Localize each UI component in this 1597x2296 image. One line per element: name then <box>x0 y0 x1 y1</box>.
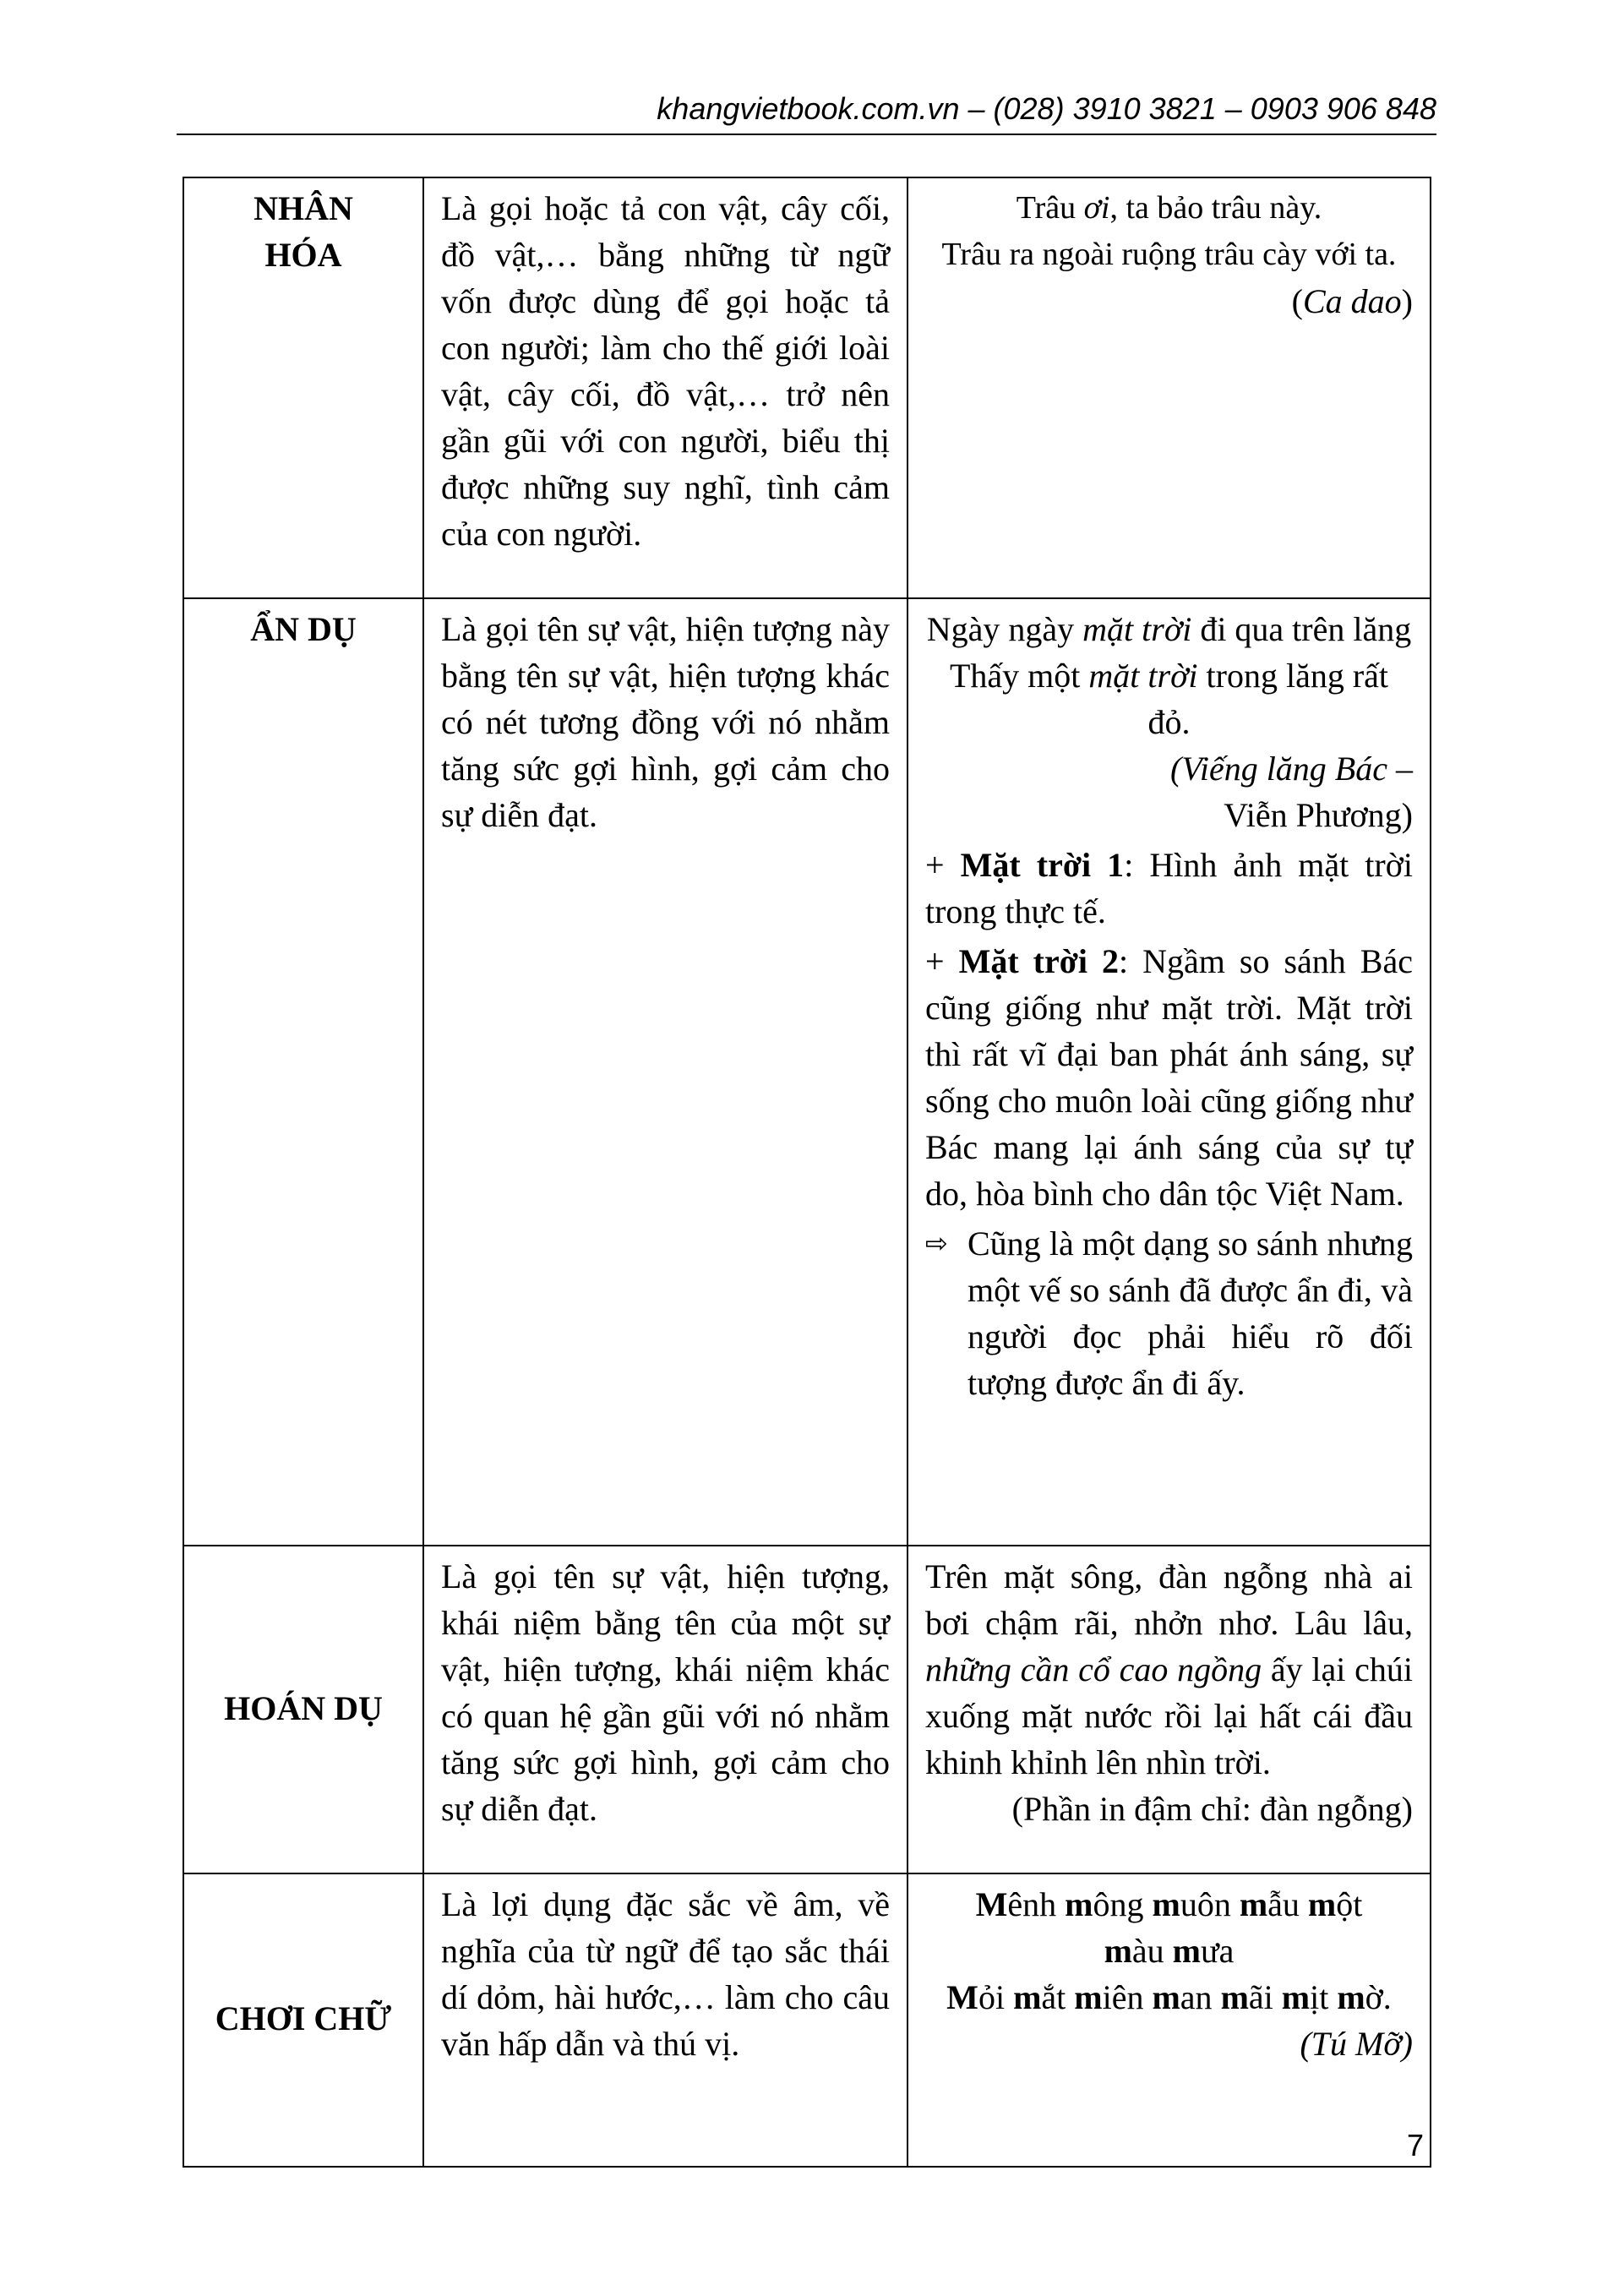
term-label: ẨN DỤ <box>250 610 357 648</box>
example-cell <box>908 177 1431 598</box>
example-source: (Ca dao) <box>1291 282 1413 320</box>
alliteration-letter: M <box>946 1978 978 2016</box>
example-verse: Mênh mông muôn mẫu một <box>975 1885 1363 1923</box>
page-header: khangvietbook.com.vn – (028) 3910 3821 – 0903 906 848 <box>177 91 1436 135</box>
example-verse: màu mưa <box>1104 1932 1235 1970</box>
alliteration-letter: m <box>1281 1978 1311 2016</box>
example-cell <box>908 1873 1431 2167</box>
alliteration-letter: m <box>1220 1978 1249 2016</box>
definition-cell: Là lợi dụng đặc sắc về âm, về nghĩa của từ ngữ để tạo sắc thái dí dỏm, hài hước,… làm cho câu văn hấp dẫn và thú vị. <box>423 1873 908 2167</box>
term-cell <box>183 598 423 1546</box>
conclusion-text: Cũng là một dạng so sánh nhưng một vế so sánh đã được ẩn đi, và người đọc phải hiểu rõ đối tượng được ẩn đi ấy. <box>967 1224 1413 1402</box>
alliteration-letter: m <box>1239 1885 1268 1923</box>
alliteration-letter: m <box>1337 1978 1365 2016</box>
example-verse: Trâu ra ngoài ruộng trâu cày với ta. <box>941 237 1397 272</box>
example-verse: Mỏi mắt miên man mãi mịt mờ. <box>946 1978 1392 2016</box>
table-row <box>183 1546 1431 1873</box>
alliteration-letter: M <box>975 1885 1008 1923</box>
example-source: (Viếng lăng Bác – <box>1170 750 1413 788</box>
alliteration-letter: m <box>1307 1885 1337 1923</box>
definition-cell: Là gọi hoặc tả con vật, cây cối, đồ vật,… bằng những từ ngữ vốn được dùng để gọi hoặc tả con người; làm cho thế giới loài vật, cây cối, đồ vật,… trở nên gần gũi với con người, biểu thị được những suy nghĩ, tình cảm của con người. <box>423 177 908 598</box>
table-row <box>183 1873 1431 2167</box>
example-cell <box>908 598 1431 1546</box>
example-source: (Tú Mỡ) <box>1300 2025 1413 2063</box>
arrow-right-icon: ⇨ <box>925 1227 948 1259</box>
table-row <box>183 177 1431 598</box>
example-source: Viễn Phương) <box>1224 796 1413 834</box>
alliteration-letter: m <box>1104 1932 1132 1970</box>
term-label: HOÁN DỤ <box>224 1688 383 1727</box>
table-row <box>183 598 1431 1546</box>
definition-cell: Là gọi tên sự vật, hiện tượng này bằng tên sự vật, hiện tượng khác có nét tương đồng với nó nhằm tăng sức gợi hình, gợi cảm cho sự diễn đạt. <box>423 598 908 1546</box>
definition-cell: Là gọi tên sự vật, hiện tượng, khái niệm bằng tên của một sự vật, hiện tượng, khái niệm khác có quan hệ gần gũi với nó nhằm tăng sức gợi hình, gợi cảm cho sự diễn đạt. <box>423 1546 908 1873</box>
term-cell <box>183 1873 423 2167</box>
example-verse: Ngày ngày mặt trời đi qua trên lăng <box>926 610 1412 648</box>
example-note: (Phần in đậm chỉ: đàn ngỗng) <box>1011 1790 1413 1828</box>
alliteration-letter: m <box>1013 1978 1042 2016</box>
example-verse: Trâu ơi, ta bảo trâu này. <box>1016 190 1322 226</box>
conclusion-note <box>925 1220 1413 1406</box>
term-cell <box>183 177 423 598</box>
alliteration-letter: m <box>1074 1978 1103 2016</box>
term-cell <box>183 1546 423 1873</box>
example-cell <box>908 1546 1431 1873</box>
alliteration-letter: m <box>1065 1885 1093 1923</box>
term-label: CHƠI CHỮ <box>215 1999 392 2037</box>
example-text: Trên mặt sông, đàn ngỗng nhà ai bơi chậm rãi, nhởn nhơ. Lâu lâu, những cần cổ cao ngồng ấy lại chúi xuống mặt nước rồi lại hất cái đầu khinh khỉnh lên nhìn trời. <box>925 1557 1414 1781</box>
page-number: 7 <box>1407 2128 1425 2162</box>
explanation-note: + Mặt trời 1: Hình ảnh mặt trời trong thực tế. <box>925 846 1414 930</box>
alliteration-letter: m <box>1152 1885 1180 1923</box>
term-label: HÓA <box>264 236 342 274</box>
explanation-note: + Mặt trời 2: Ngầm so sánh Bác cũng giống như mặt trời. Mặt trời thì rất vĩ đại ban phát ánh sáng, sự sống cho muôn loài cũng giống như Bác mang lại ánh sáng của sự tự do, hòa bình cho dân tộc Việt Nam. <box>925 942 1413 1213</box>
alliteration-letter: m <box>1172 1932 1201 1970</box>
example-verse: Thấy một mặt trời trong lăng rất đỏ. <box>949 657 1389 741</box>
alliteration-letter: m <box>1152 1978 1180 2016</box>
term-label: NHÂN <box>253 189 353 227</box>
figures-of-speech-table <box>183 177 1431 2168</box>
